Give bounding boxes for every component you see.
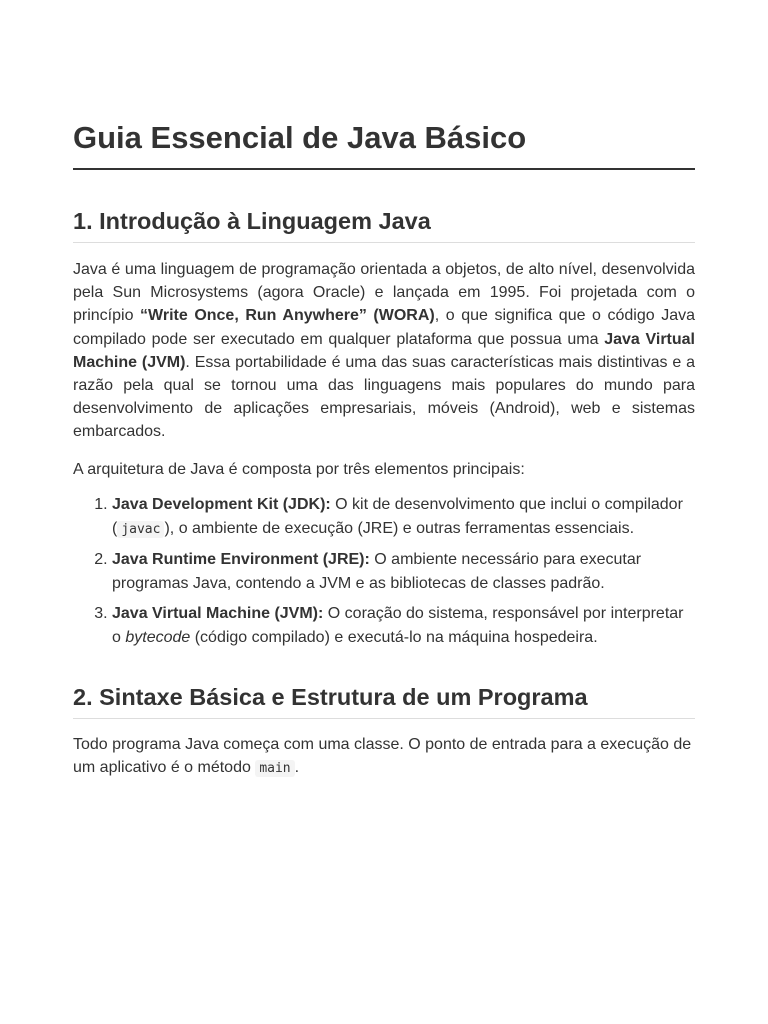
section-heading-syntax: 2. Sintaxe Básica e Estrutura de um Programa — [73, 683, 588, 710]
intro-text-2: , o que significa que o código Java compilado pode ser executado em qualquer plataforma que possua uma — [73, 307, 696, 348]
list-text-jre: O ambiente necessário para executar programas Java, contendo a JVM e as bibliotecas de classes padrão. — [112, 550, 642, 592]
list-item-jvm — [112, 602, 695, 650]
intro-text-1: Java é uma linguagem de programação orientada a objetos, de alto nível, desenvolvida pela Sun Microsystems (agora Oracle) e lançada em 1995. Foi projetada com o princípio — [73, 261, 695, 325]
document-title: Guia Essencial de Java Básico — [73, 120, 527, 155]
title-divider — [73, 168, 695, 170]
list-text-jdk-1: O kit de desenvolvimento que inclui o compilador ( — [112, 495, 683, 537]
intro-paragraph — [73, 258, 695, 444]
section-divider-introduction — [73, 242, 695, 243]
architecture-paragraph: A arquitetura de Java é composta por três elementos principais: — [73, 460, 525, 478]
architecture-list — [73, 493, 695, 650]
syntax-text-2: . — [294, 759, 300, 777]
list-term-jvm: Java Virtual Machine (JVM): — [112, 604, 324, 622]
intro-bold-jvm: Java Virtual Machine (JVM) — [73, 330, 696, 371]
list-item-jdk — [112, 493, 695, 542]
list-em-bytecode: bytecode — [125, 628, 191, 646]
section-heading-introduction: 1. Introdução à Linguagem Java — [73, 208, 431, 234]
intro-bold-wora: “Write Once, Run Anywhere” (WORA) — [140, 307, 435, 325]
section-divider-syntax — [73, 718, 695, 719]
list-text-jvm-2: (código compilado) e executá-lo na máquina hospedeira. — [190, 628, 598, 646]
code-main: main — [255, 760, 294, 777]
code-javac: javac — [117, 521, 164, 538]
syntax-paragraph — [73, 733, 695, 780]
list-term-jdk: Java Development Kit (JDK): — [112, 495, 331, 513]
list-text-jvm-1: O coração do sistema, responsável por interpretar o — [112, 604, 684, 646]
list-term-jre: Java Runtime Environment (JRE): — [112, 550, 370, 568]
list-text-jdk-2: ), o ambiente de execução (JRE) e outras ferramentas essenciais. — [164, 519, 635, 537]
syntax-text-1: Todo programa Java começa com uma classe. O ponto de entrada para a execução de um aplicativo é o método — [73, 735, 692, 777]
list-item-jre — [112, 548, 695, 596]
intro-text-3: . Essa portabilidade é uma das suas características mais distintivas e a razão pela qual se tornou uma das linguagens mais populares do mundo para desenvolvimento de aplicações empresariais, móveis (Android), web e sistemas embarcados. — [73, 353, 696, 441]
